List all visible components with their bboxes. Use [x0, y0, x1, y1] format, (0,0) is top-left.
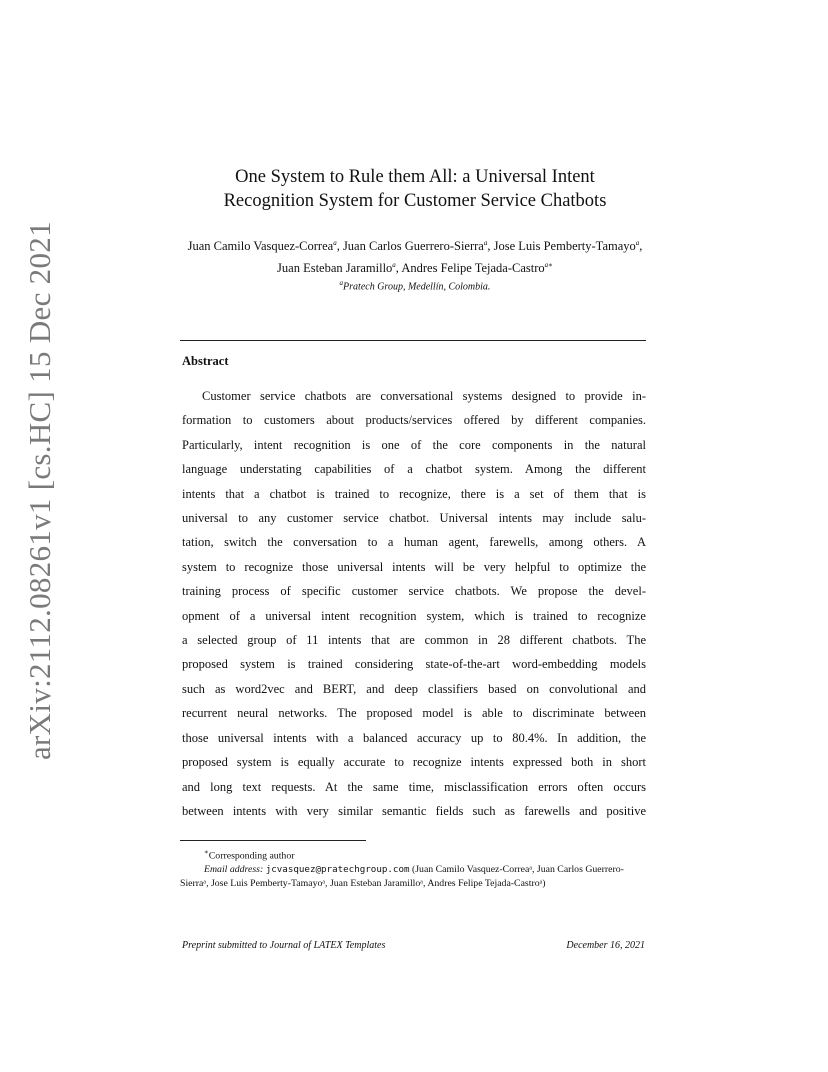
email-names: (Juan Camilo Vasquez-Correaᵃ, Juan Carlos Guerrero-Sierraᵃ, Jose Luis Pemberty-Tamayoᵃ, Juan Esteban Jaramilloᵃ, Andres Felipe Tejada-Castroᵃ): [180, 864, 624, 890]
author-name: Juan Esteban Jaramillo: [277, 261, 393, 276]
author-name: Juan Camilo Vasquez-Correa: [187, 239, 334, 254]
abstract-line: formation to customers about products/services offered by different companies.: [182, 413, 646, 428]
abstract-line: proposed system is trained considering state-of-the-art word-embedding models: [182, 657, 646, 672]
abstract-line: recurrent neural networks. The proposed model is able to discriminate between: [182, 706, 646, 721]
corresponding-mark: ∗: [204, 848, 209, 856]
footnote: [180, 845, 646, 891]
email-label: Email address:: [204, 864, 264, 876]
preprint-note: Preprint submitted to Journal of LATEX Templates: [182, 940, 386, 951]
preprint-date: December 16, 2021: [566, 940, 645, 951]
arxiv-identifier: arXiv:2112.08261v1 [cs.HC] 15 Dec 2021: [22, 221, 57, 760]
abstract-line: opment of a universal intent recognition system, which is trained to recognize: [182, 608, 646, 623]
title-line-2: Recognition System for Customer Service Chatbots: [223, 191, 607, 211]
abstract-line: such as word2vec and BERT, and deep classifiers based on convolutional and: [182, 681, 646, 696]
abstract-line: and long text requests. At the same time, misclassification errors often occurs: [182, 779, 646, 794]
abstract-line: language understating capabilities of a chatbot system. Among the different: [182, 462, 646, 477]
affiliation-mark: a: [339, 279, 344, 287]
corresponding-author-note: ∗Corresponding author: [204, 848, 295, 862]
abstract-line: intents that a chatbot is trained to recognize, there is a set of them that is: [182, 486, 646, 501]
author-line-1: Juan Camilo Vasquez-Correa$^a$, Juan Carlos Guerrero-Sierra$^a$, Jose Luis Pemberty-Tamayo$^a$, Juan Esteban Jaramillo$^a$, Andres Felipe Tejada-Castro$^{a∗}$: [187, 239, 643, 276]
affiliation-text: Pratech Group, Medellín, Colombia.: [343, 281, 491, 293]
paper-title: [180, 165, 650, 213]
author-list: [180, 234, 650, 278]
abstract-line: Particularly, intent recognition is one of the core components in the natural: [182, 437, 646, 452]
affiliation: [180, 279, 650, 292]
abstract-line: Customer service chatbots are conversational systems designed to provide in-: [202, 389, 646, 403]
abstract-line: system to recognize those universal intents will be very helpful to optimize the: [182, 559, 646, 574]
abstract-line: between intents with very similar semantic fields such as farewells and positive: [182, 803, 646, 818]
author-affil-mark: a: [635, 239, 640, 247]
title-line-1: One System to Rule them All: a Universal Intent: [235, 167, 595, 187]
header-rule: [180, 340, 646, 341]
abstract-line: those universal intents with a balanced accuracy up to 80.4%. In addition, the: [182, 730, 646, 745]
abstract-line: proposed system is equally accurate to recognize intents expressed both in short: [182, 755, 646, 770]
author-name: Juan Carlos Guerrero-Sierra: [342, 239, 484, 254]
abstract-line: training process of specific customer service chatbots. We propose the devel-: [182, 584, 646, 599]
abstract-line: universal to any customer service chatbot. Universal intents may include salu-: [182, 511, 646, 526]
author-name: Andres Felipe Tejada-Castro: [401, 261, 545, 276]
email-note: [180, 863, 646, 891]
author-affil-mark: a: [333, 239, 337, 247]
abstract-line: a selected group of 11 intents that are common in 28 different chatbots. The: [182, 633, 646, 648]
email-address: jcvasquez@pratechgroup.com: [265, 864, 410, 876]
abstract-heading: Abstract: [182, 354, 229, 368]
footnote-rule: [180, 840, 366, 841]
author-affil-mark: a∗: [544, 261, 553, 270]
abstract-line: tation, switch the conversation to a human agent, farewells, among others. A: [182, 535, 646, 550]
author-affil-mark: a: [392, 261, 396, 270]
author-name: Jose Luis Pemberty-Tamayo: [493, 239, 636, 254]
abstract-body: [182, 384, 646, 823]
author-affil-mark: a: [483, 239, 488, 247]
